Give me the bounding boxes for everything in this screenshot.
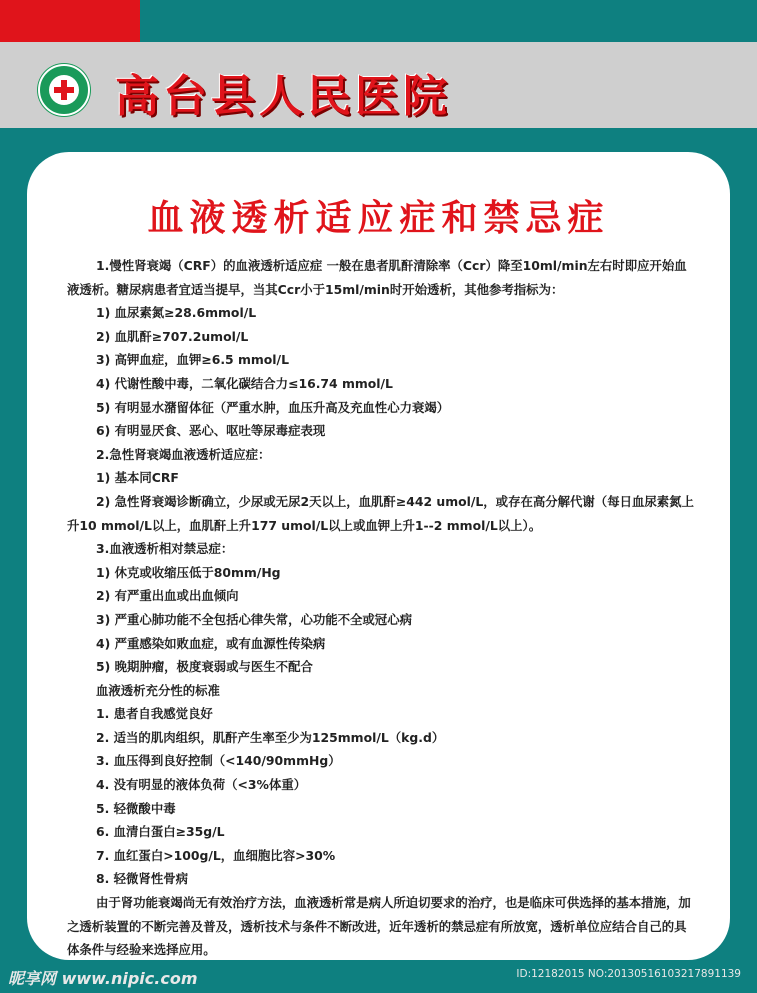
document-paragraph: 8. 轻微肾性骨病 <box>96 871 188 887</box>
document-paragraph: 2) 有严重出血或出血倾向 <box>96 588 239 604</box>
document-paragraph: 2) 急性肾衰竭诊断确立，少尿或无尿2天以上，血肌酐≥442 umol/L，或存在高分解代谢（每日血尿素氮上升10 mmol/L以上，血肌酐上升177 umol/L以上或血钾上升1--2 mmol/L以上）。 <box>67 493 694 533</box>
document-paragraph: 6) 有明显厌食、恶心、呕吐等尿毒症表现 <box>96 423 326 439</box>
document-paragraph: 4. 没有明显的液体负荷（<3%体重） <box>96 777 307 793</box>
document-paragraph: 1) 休克或收缩压低于80mm/Hg <box>96 564 281 580</box>
document-paragraph: 6. 血清白蛋白≥35g/L <box>96 824 225 840</box>
document-paragraph: 1) 血尿素氮≥28.6mmol/L <box>96 305 257 321</box>
document-paragraph: 7. 血红蛋白>100g/L，血细胞比容>30% <box>96 847 336 863</box>
hospital-logo-icon <box>38 64 90 116</box>
document-paragraph: 1. 患者自我感觉良好 <box>96 706 213 722</box>
document-paragraph: 2.急性肾衰竭血液透析适应症： <box>96 446 271 462</box>
document-paragraph: 5. 轻微酸中毒 <box>96 800 176 816</box>
top-red-block <box>0 0 140 42</box>
document-paragraph: 2) 血肌酐≥707.2umol/L <box>96 328 249 344</box>
document-body <box>67 254 697 962</box>
document-paragraph: 4) 代谢性酸中毒，二氧化碳结合力≤16.74 mmol/L <box>96 375 393 391</box>
document-paragraph: 由于肾功能衰竭尚无有效治疗方法，血液透析常是病人所迫切要求的治疗，也是临床可供选择的基本措施，加之透析装置的不断完善及普及，透析技术与条件不断改进，近年透析的禁忌症有所放宽，透析单位应结合自己的具体条件与经验来选择应用。 <box>67 895 691 958</box>
logo-inner-circle <box>49 75 79 105</box>
document-paragraph: 5) 有明显水潴留体征（严重水肿，血压升高及充血性心力衰竭） <box>96 399 450 415</box>
watermark-id: ID:12182015 NO:20130516103217891139 <box>516 968 741 980</box>
document-paragraph: 5) 晚期肿瘤，极度衰弱或与医生不配合 <box>96 659 313 675</box>
hospital-header <box>0 42 757 128</box>
document-paragraph: 3.血液透析相对禁忌症： <box>96 541 234 557</box>
document-paragraph: 3) 高钾血症，血钾≥6.5 mmol/L <box>96 352 289 368</box>
document-paragraph: 1.慢性肾衰竭（CRF）的血液透析适应症 一般在患者肌酐清除率（Ccr）降至10ml/min左右时即应开始血液透析。糖尿病患者宜适当提早，当其Ccr小于15ml/min时开始透析，其他参考指标为： <box>67 258 687 297</box>
document-title: 血液透析适应症和禁忌症 <box>147 197 610 239</box>
red-cross-horizontal <box>54 87 74 93</box>
watermark-site: 昵享网 www.nipic.com <box>8 969 198 988</box>
document-paragraph: 4) 严重感染如败血症，或有血源性传染病 <box>96 635 326 651</box>
document-paragraph: 3) 严重心肺功能不全包括心律失常，心功能不全或冠心病 <box>96 611 412 627</box>
document-paragraph: 2. 适当的肌肉组织，肌酐产生率至少为125mmol/L（kg.d） <box>96 729 445 745</box>
document-paragraph: 1) 基本同CRF <box>96 470 179 486</box>
hospital-name: 高台县人民医院 <box>115 71 451 122</box>
document-paragraph: 3. 血压得到良好控制（<140/90mmHg） <box>96 753 341 769</box>
document-paragraph: 血液透析充分性的标准 <box>96 682 220 698</box>
